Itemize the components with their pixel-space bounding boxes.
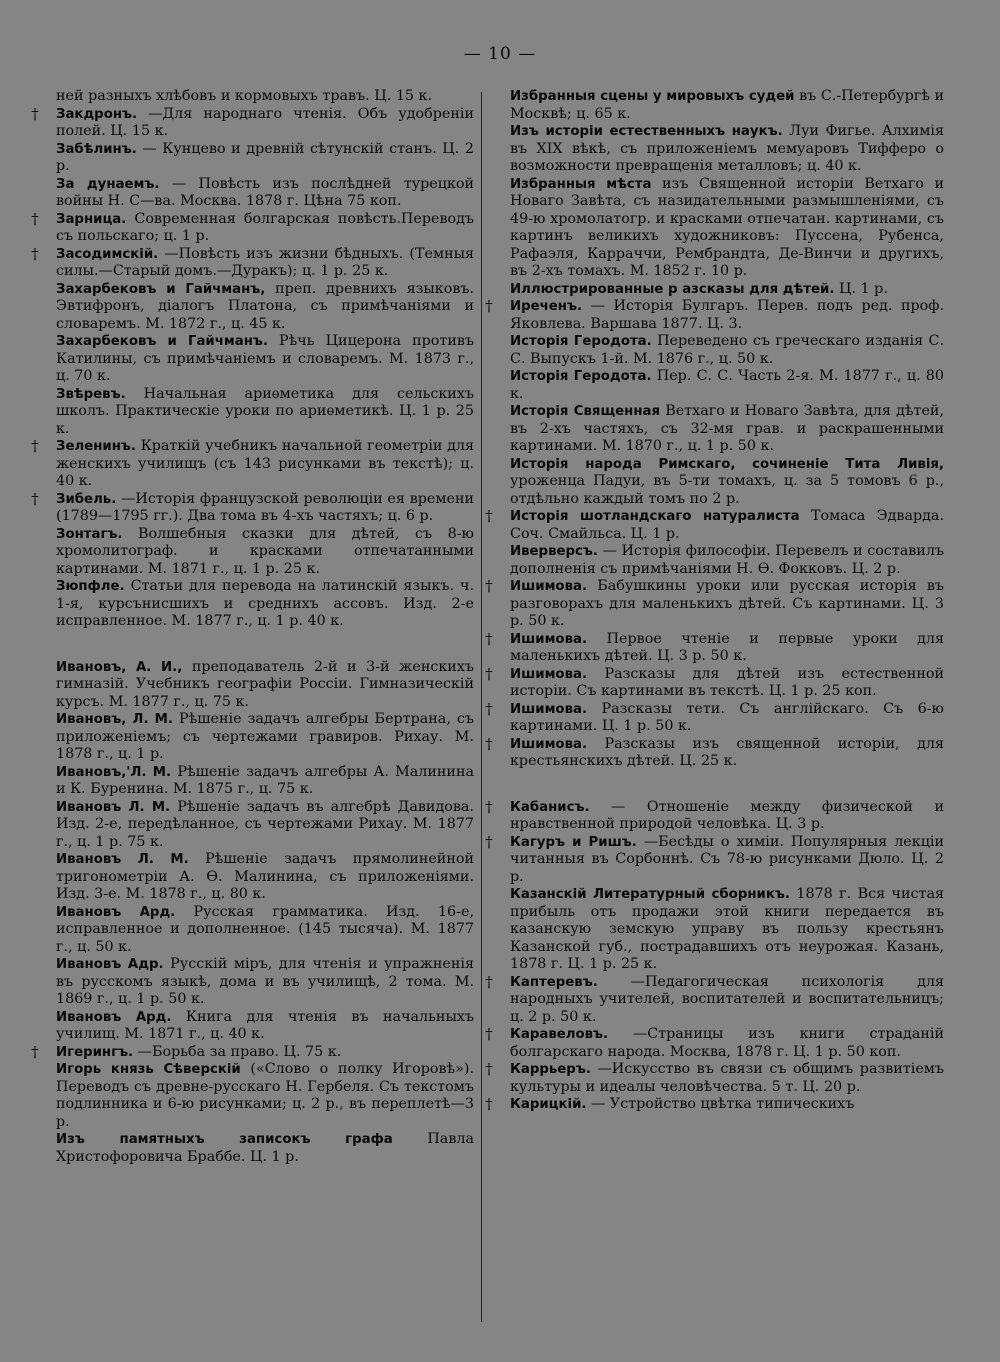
catalog-entry — [34, 333, 474, 386]
entry-headword: Ивановъ, Л. М. — [56, 712, 173, 727]
entry-headword: Карицкій. — [510, 1097, 587, 1112]
entry-text: Первое чтеніе и первые уроки для маленькихъ дѣтей. Ц. 3 р. 50 к. — [510, 630, 945, 664]
catalog-entry — [31, 1042, 474, 1062]
entry-text: Рѣшеніе задачъ прямолинейной тригонометріи А. Ѳ. Малинина, съ приложеніями. Изд. 3-е. М. 1878 г., ц. 80 к. — [56, 851, 474, 902]
catalog-entry — [488, 368, 944, 403]
entry-text: —Искусство въ связи съ общимъ развитіемъ культуры и идеалы человѣчества. 5 т. Ц. 20 р. — [510, 1061, 944, 1095]
entry-text: Волшебныя сказки для дѣтей, съ 8-ю хромолитограф. и красками отпечатанными картинами. М. 1871 г., ц. 1 р. 25 к. — [56, 525, 474, 577]
catalog-entry — [34, 281, 474, 334]
entry-headword: Засодимскій. — [56, 246, 159, 262]
entry-headword: Каптеревъ. — [510, 974, 598, 990]
catalog-entry — [488, 403, 944, 456]
entry-headword: Ишимова. — [510, 736, 588, 752]
catalog-entry — [488, 543, 944, 578]
entry-headword: Ивановъ Адр. — [56, 957, 164, 972]
catalog-entry — [488, 176, 944, 281]
catalog-entry — [485, 629, 945, 666]
entry-text: ней разныхъ хлѣбовъ и кормовыхъ травъ. Ц. 15 к. — [56, 88, 433, 104]
entry-text: —Повѣсть изъ жизни бѣдныхъ. (Темныя силы.—Старый домъ.—Дуракъ); ц. 1 р. 25 к. — [56, 245, 474, 279]
entry-headword: За дунаемъ. — [56, 176, 160, 192]
catalog-entry — [34, 1061, 474, 1131]
dagger-mark: † — [485, 699, 493, 718]
entry-headword: Ивановъ Ард. — [56, 1009, 172, 1025]
dagger-mark: † — [485, 297, 493, 315]
catalog-entry — [34, 799, 474, 852]
catalog-entry — [488, 886, 944, 974]
catalog-entry — [485, 832, 944, 887]
entry-text: —Бесѣды о химіи. Популярныя лекціи читанныя въ Сорбоннѣ. Съ 78-ю рисунками Дюло. Ц. 2 р. — [510, 833, 944, 885]
page-number: — 10 — — [463, 44, 537, 64]
section-spacer — [34, 631, 474, 659]
catalog-entry — [485, 1095, 944, 1114]
entry-headword: Ишимова. — [510, 701, 588, 717]
entry-headword: Зибель. — [56, 491, 117, 507]
entry-text: Разсказы тети. Съ англійскаго. Съ 6-ю картинами. Ц. 1 р. 50 к. — [510, 700, 944, 734]
dagger-mark: † — [31, 1042, 39, 1061]
entry-text: Переведено съ греческаго изданія С. С. Выпускъ 1-й. М. 1876 г., ц. 50 к. — [510, 333, 944, 367]
entry-text: Рѣчь Цицерона противъ Катилины, съ примѣчаніемъ и словаремъ. М. 1873 г., ц. 70 к. — [56, 333, 474, 384]
entry-headword: Исторія народа Римскаго, сочиненіе Тита Ливія, — [510, 456, 944, 472]
catalog-entry — [34, 904, 474, 957]
catalog-entry — [485, 797, 944, 834]
entry-headword: Забѣлинъ. — [56, 141, 137, 157]
entry-headword: Исторія Священная — [510, 404, 661, 419]
entry-headword: Захарбековъ и Гайчманъ. — [56, 334, 268, 349]
entry-text: Разсказы изъ священной исторіи, для крестьянскихъ дѣтей. Ц. 25 к. — [510, 735, 945, 769]
entry-headword: Зонтагъ. — [56, 526, 123, 542]
catalog-entry — [31, 104, 474, 141]
entry-headword: Ишимова. — [510, 631, 588, 647]
entry-headword: Зарница. — [56, 211, 127, 227]
catalog-entry — [31, 209, 474, 246]
dagger-mark: † — [485, 1060, 493, 1078]
entry-headword: Исторія Геродота. — [510, 334, 652, 349]
entry-headword: Иреченъ. — [510, 299, 583, 314]
entry-headword: Казанскій Литературный сборникъ. — [510, 887, 790, 902]
entry-text: Современная болгарская повѣсть.Переводъ съ польскаго; ц. 1 р. — [56, 210, 474, 244]
catalog-entry — [34, 851, 474, 904]
catalog-entry — [31, 437, 475, 491]
entry-headword: Игерингъ. — [56, 1044, 134, 1060]
entry-headword: Ивановъ Л. М. — [56, 852, 189, 867]
entry-text: 1878 г. Вся чистая прибыль отъ продажи этой книги передается въ казанскую земскую управу въ пользу крестьянъ Казанской губ., пострадавшихъ отъ неурожая. Казань, 1878 г. Ц. 1 р. 25 к. — [510, 886, 944, 972]
dagger-mark: † — [485, 1025, 493, 1043]
dagger-mark: † — [485, 832, 493, 851]
catalog-entry — [34, 141, 474, 176]
catalog-entry — [488, 281, 944, 299]
entry-headword: Иверверсъ. — [510, 544, 598, 559]
catalog-entry — [485, 972, 944, 1027]
dagger-mark: † — [485, 629, 493, 648]
entry-text: — Повѣсть изъ послѣдней турецкой войны Н. С—ва. Москва. 1878 г. Цѣна 75 коп. — [56, 175, 475, 209]
entry-text: въ С.-Петербургѣ и Москвѣ; ц. 65 к. — [510, 88, 944, 122]
dagger-mark: † — [485, 577, 493, 595]
catalog-entry — [485, 577, 944, 631]
entry-headword: Кабанисъ. — [510, 799, 590, 815]
entry-text: уроженца Падуи, въ 5-ти томахъ, ц. за 5 томовъ 6 р., отдѣльно каждый томъ по 2 р. — [510, 473, 944, 507]
entry-headword: Зеленинъ. — [56, 439, 136, 454]
catalog-entry — [485, 664, 945, 701]
entry-text: Луи Фигье. Алхимія въ XIX вѣкѣ, съ приложеніемъ мемуаровъ Тифферо о возможности превращенія металловъ; ц. 40 к. — [510, 123, 944, 174]
entry-text: —Страницы изъ книги страданій болгарскаго народа. Москва, 1878 г. Ц. 1 р. 50 коп. — [510, 1026, 945, 1060]
entry-headword: Избранныя мѣста — [510, 176, 652, 192]
dagger-mark: † — [485, 734, 493, 753]
dagger-mark: † — [31, 437, 39, 455]
entry-headword: Игорь князь Сѣверскій — [56, 1062, 241, 1077]
catalog-entry — [485, 297, 945, 333]
entry-headword: Изъ исторіи естественныхъ наукъ. — [510, 124, 783, 139]
dagger-mark: † — [31, 244, 39, 263]
catalog-entry — [34, 1009, 474, 1044]
catalog-entry — [34, 88, 474, 106]
entry-headword: Ишимова. — [510, 579, 588, 594]
entry-headword: Избранныя сцены у мировыхъ судей — [510, 89, 795, 104]
entry-headword: Ишимова. — [510, 666, 588, 682]
entry-text: — Кунцево и древній сѣтунскій станъ. Ц. 2 р. — [56, 140, 474, 174]
entry-headword: Ивановъ Ард. — [56, 904, 176, 920]
entry-text: —Борьба за право. Ц. 75 к. — [137, 1043, 342, 1060]
entry-headword: Исторія Геродота. — [510, 369, 652, 384]
catalog-entry — [485, 734, 945, 771]
dagger-mark: † — [485, 972, 493, 991]
entry-text: Разсказы для дѣтей изъ естественной исторіи. Съ картинами въ текстѣ. Ц. 1 р. 25 коп. — [510, 665, 945, 699]
entry-text: Краткій учебникъ начальной геометріи для женскихъ училищъ (съ 143 рисунками въ текстѣ); ц. 40 к. — [56, 438, 475, 489]
entry-text: — Исторія Булгаръ. Перев. подъ ред. проф. Яковлева. Варшава 1877. Ц. 3. — [510, 298, 945, 332]
entry-text: Рѣшеніе задачъ въ алгебрѣ Давидова. Изд. 2-е, передѣланное, съ чертежами Рихау. М. 1877 г., ц. 1 р. 75 к. — [56, 798, 474, 850]
catalog-entry — [34, 386, 474, 439]
catalog-entry — [31, 244, 474, 281]
entry-headword: Исторія шотландскаго натуралиста — [510, 509, 800, 524]
dagger-mark: † — [485, 1095, 493, 1113]
entry-text: Пер. С. С. Часть 2-я. М. 1877 г., ц. 80 к. — [510, 368, 945, 402]
catalog-entry — [34, 176, 474, 211]
entry-headword: Каррьеръ. — [510, 1062, 591, 1077]
catalog-entry — [485, 1025, 945, 1061]
entry-text: изъ Священной исторіи Ветхаго и Новаго Завѣта, съ назидательными размышленіями, съ 49-ю хромолатогр. и красками отпечатан. картинами, съ картинъ великихъ художниковъ: Пуссена, Рубенса, Рафаэля, Карраччи, Рембрандта, Де-Винчи и другихъ, въ 2-хъ томахъ. М. 1852 г. 10 р. — [510, 175, 945, 279]
entry-headword: Кагуръ и Ришъ. — [510, 834, 637, 850]
catalog-entry — [34, 1131, 474, 1166]
dagger-mark: † — [31, 104, 39, 123]
entry-text: Рѣшеніе задачъ алгебры А. Малинина и К. Буренина. М. 1875 г., ц. 75 к. — [56, 763, 475, 797]
entry-headword: Ивановъ, А. И., — [56, 659, 183, 675]
entry-text: Ц. 1 р. — [838, 280, 888, 297]
entry-headword: Каравеловъ. — [510, 1027, 609, 1042]
entry-text: —Исторія французской революціи ея времени (1789—1795 гг.). Два тома въ 4-хъ частяхъ; ц. 6 р. — [56, 490, 475, 524]
catalog-entry — [34, 711, 474, 764]
entry-headword: Изъ памятныхъ записокъ графа — [56, 1132, 393, 1147]
entry-text: —Для народнаго чтенія. Объ удобреніи полей. Ц. 15 к. — [56, 105, 474, 139]
dagger-mark: † — [485, 664, 493, 683]
entry-text: («Слово о полку Игоровѣ»). Переводъ съ древне-русскаго Н. Гербеля. Съ текстомъ подлинника и 6-ю рисунками; ц. 2 р., въ переплетѣ—3 р. — [56, 1061, 475, 1130]
entry-text: Начальная ариѳметика для сельскихъ школъ. Практическіе уроки по ариѳметикѣ. Ц. 1 р. 25 к. — [56, 385, 474, 437]
entry-headword: Захарбековъ и Гайчманъ, — [56, 281, 266, 297]
entry-text: Бабушкины уроки или русская исторія въ разговорахъ для маленькихъ дѣтей. Съ картинами. Ц. 3 р. 50 к. — [510, 578, 944, 629]
dagger-mark: † — [485, 507, 493, 525]
catalog-entry — [34, 526, 474, 579]
catalog-entry — [488, 456, 944, 509]
entry-text: Статьи для перевода на латинскій языкъ. ч. 1-я, курсънисшихъ и среднихъ ассовъ. Изд. 2-е исправленное. М. 1877 г., ц. 1 р. 40 к. — [56, 578, 475, 629]
entry-text: Русская грамматика. Изд. 16-е, исправленное и дополненное. (145 тысяча). М. 1877 г., ц. 50 к. — [56, 903, 474, 955]
dagger-mark: † — [31, 489, 39, 508]
entry-text: Книга для чтенія въ начальныхъ училищ. М. 1871 г., ц. 40 к. — [56, 1008, 474, 1042]
catalog-entry — [485, 507, 944, 543]
entry-headword: Иллюстрированные р азсказы для дѣтей. — [510, 281, 835, 297]
entry-headword: Ивановъ Л. М. — [56, 799, 171, 815]
entry-text: — Отношеніе между физической и нравственной природой человѣка. Ц. 3 р. — [510, 798, 944, 832]
entry-text: — Исторія философіи. Перевелъ и составилъ дополненія съ примѣчаніями Н. Ѳ. Фокковъ. Ц. 2 р. — [510, 543, 945, 577]
entry-text: Павла Христофоровича Браббе. Ц. 1 р. — [56, 1131, 474, 1165]
entry-headword: Звѣревъ. — [56, 386, 126, 402]
catalog-entry — [34, 578, 474, 631]
entry-text: преподаватель 2-й и 3-й женскихъ гимназій. Учебникъ географіи Россіи. Гимназическій курсъ. М. 1877 г., ц. 75 к. — [56, 658, 474, 710]
entry-text: Ветхаго и Новаго Завѣта, для дѣтей, въ 2-хъ частяхъ, съ 32-мя грав. и раскрашенными картинами. М. 1870 г., ц. 1 р. 50 к. — [510, 403, 944, 454]
entry-text: — Устройство цвѣтка типическихъ — [591, 1096, 855, 1112]
entry-headword: Ивановъ,'Л. М. — [56, 764, 172, 780]
section-spacer — [488, 771, 944, 799]
right-column — [485, 88, 945, 1114]
dagger-mark: † — [485, 797, 493, 816]
entry-headword: Зюпфле. — [56, 579, 125, 594]
catalog-entry — [488, 88, 944, 123]
entry-text: Томаса Эдварда. Соч. Смайльса. Ц. 1 р. — [510, 508, 944, 542]
dagger-mark: † — [31, 209, 39, 228]
entry-headword: Закдронъ. — [56, 106, 138, 122]
catalog-entry — [485, 699, 944, 736]
entry-text: Русскій міръ, для чтенія и упражненія въ русскомъ языкѣ, дома и въ училищѣ, 2 тома. М. 1869 г., ц. 1 р. 50 к. — [56, 956, 475, 1007]
catalog-entry — [34, 659, 474, 712]
catalog-entry — [31, 489, 475, 526]
entry-text: —Педагогическая психологія для народныхъ учителей, воспитателей и воспитательницъ; ц. 2 р. 50 к. — [510, 973, 944, 1025]
entry-text: Рѣшеніе задачъ алгебры Бертрана, съ приложеніемъ; съ чертежами гравиров. Рихау. М. 1878 г., ц. 1 р. — [56, 711, 475, 762]
catalog-entry — [488, 123, 944, 176]
catalog-entry — [488, 333, 944, 368]
entry-text: преп. древнихъ языковъ. Эвтифронъ, діалогъ Платона, съ примѣчаніями и словаремъ. М. 1872 г., ц. 45 к. — [56, 280, 475, 332]
catalog-entry — [34, 956, 474, 1009]
catalog-entry — [34, 764, 474, 799]
left-column — [31, 88, 475, 1166]
catalog-entry — [485, 1060, 944, 1096]
